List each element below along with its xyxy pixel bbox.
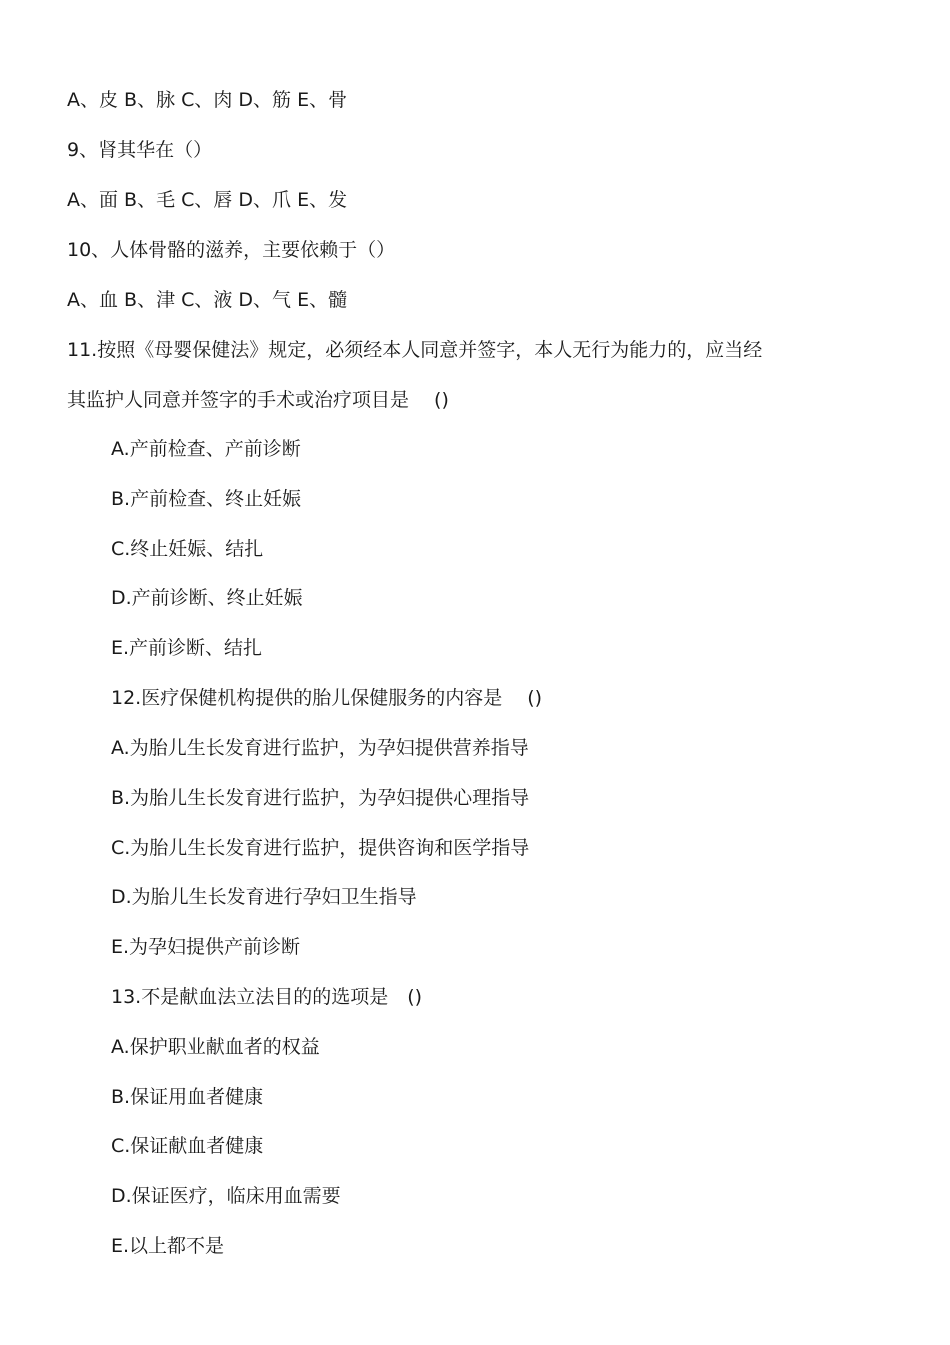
q8-options: A、皮 B、脉 C、肉 D、筋 E、骨 — [67, 89, 348, 111]
q11-option-e: E.产前诊断、结扎 — [111, 637, 263, 659]
q12-option-b: B.为胎儿生长发育进行监护，为孕妇提供心理指导 — [111, 787, 530, 809]
q10-question: 10、人体骨骼的滋养，主要依赖于（） — [67, 239, 396, 261]
q11-question-line2: 其监护人同意并签字的手术或治疗项目是 () — [67, 389, 449, 411]
q9-question: 9、肾其华在（） — [67, 139, 213, 161]
q13-option-d: D.保证医疗，临床用血需要 — [111, 1185, 341, 1207]
q12-question: 12.医疗保健机构提供的胎儿保健服务的内容是 () — [111, 687, 543, 709]
q13-option-a: A.保护职业献血者的权益 — [111, 1036, 320, 1058]
q13-option-b: B.保证用血者健康 — [111, 1086, 264, 1108]
q11-option-d: D.产前诊断、终止妊娠 — [111, 587, 303, 609]
q13-option-c: C.保证献血者健康 — [111, 1135, 264, 1157]
q11-option-c: C.终止妊娠、结扎 — [111, 538, 264, 560]
q13-question: 13.不是献血法立法目的的选项是 () — [111, 986, 423, 1008]
q11-option-b: B.产前检查、终止妊娠 — [111, 488, 302, 510]
q11-option-a: A.产前检查、产前诊断 — [111, 438, 301, 460]
q12-option-c: C.为胎儿生长发育进行监护，提供咨询和医学指导 — [111, 837, 530, 859]
q10-options: A、血 B、津 C、液 D、气 E、髓 — [67, 289, 348, 311]
q12-option-e: E.为孕妇提供产前诊断 — [111, 936, 301, 958]
q11-question-line1: 11.按照《母婴保健法》规定，必须经本人同意并签字，本人无行为能力的，应当经 — [67, 339, 763, 361]
q12-option-d: D.为胎儿生长发育进行孕妇卫生指导 — [111, 886, 417, 908]
q13-option-e: E.以上都不是 — [111, 1235, 225, 1257]
q12-option-a: A.为胎儿生长发育进行监护，为孕妇提供营养指导 — [111, 737, 529, 759]
q9-options: A、面 B、毛 C、唇 D、爪 E、发 — [67, 189, 348, 211]
